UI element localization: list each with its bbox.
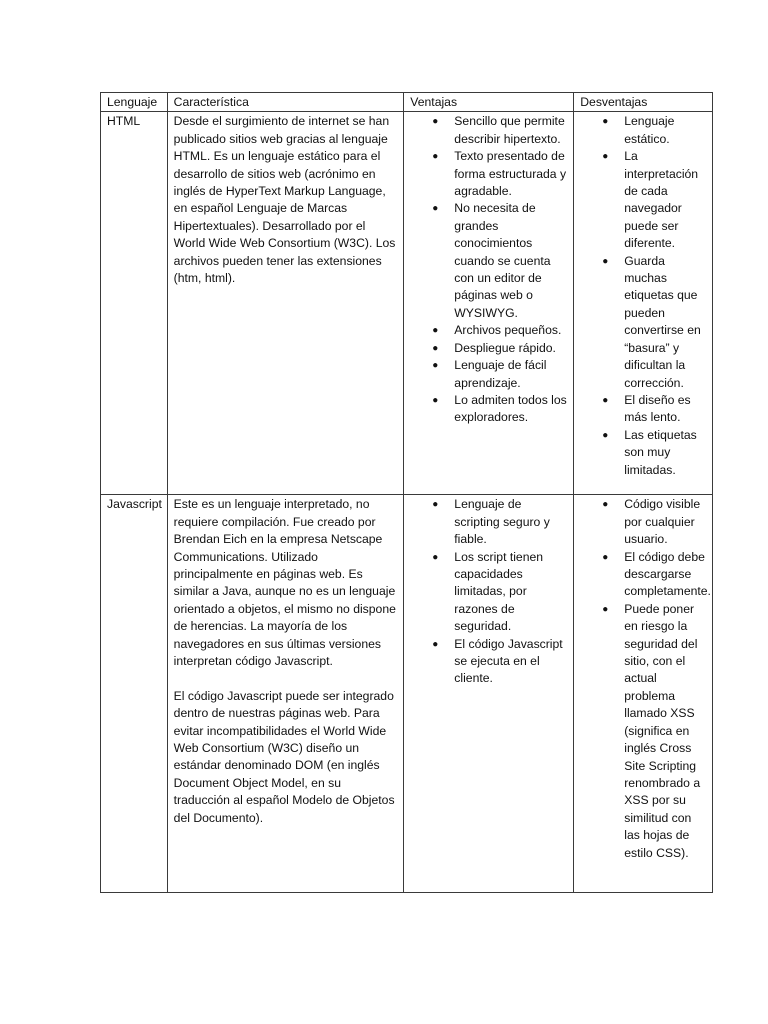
desventaja-item — [580, 496, 707, 548]
table-header — [101, 93, 713, 112]
ventaja-item-text: No necesita de grandes conocimientos cuando se cuenta con un editor de páginas web o WYSIWYG. — [454, 201, 551, 320]
desventaja-item-text: Puede poner en riesgo la seguridad del sitio, con el actual problema llamado XSS (significa en inglés Cross Site Scripting renombrado a XSS por su similitud con las hojas de estilo CSS). — [624, 601, 701, 860]
comparison-table — [100, 92, 713, 893]
cell-lenguaje: HTML — [101, 112, 168, 495]
bullet-icon: ● — [432, 638, 439, 650]
bullet-icon: ● — [432, 360, 439, 372]
desv-list — [580, 113, 707, 479]
header-row — [101, 93, 713, 112]
ventaja-item — [410, 357, 568, 392]
desventaja-item-text: El código debe descargarse completamente. — [624, 549, 711, 599]
desventaja-item-text: Las etiquetas son muy limitadas. — [624, 427, 697, 477]
desventaja-item-text: El diseño es más lento. — [624, 392, 691, 425]
ventaja-item-text: Lenguaje de scripting seguro y fiable. — [454, 497, 550, 547]
cell-caracteristica — [167, 112, 404, 495]
bullet-icon: ● — [432, 394, 439, 406]
header-caracteristica: Característica — [167, 93, 404, 112]
ventaja-item — [410, 113, 568, 148]
ventaja-item-text: Texto presentado de forma estructurada y agradable. — [454, 149, 567, 199]
cell-desventajas — [574, 495, 713, 893]
bullet-icon: ● — [602, 603, 609, 615]
header-ventajas: Ventajas — [404, 93, 574, 112]
bullet-icon: ● — [432, 116, 439, 128]
bullet-icon: ● — [602, 551, 609, 563]
ventaja-item-text: Despliegue rápido. — [454, 340, 556, 355]
header-lenguaje: Lenguaje — [101, 93, 168, 112]
desventaja-item — [580, 549, 711, 601]
desventaja-item-text: Lenguaje estático. — [624, 114, 675, 146]
desv-list — [580, 496, 711, 862]
ventaja-item-text: El código Javascript se ejecuta en el cliente. — [454, 636, 563, 686]
ventaja-item — [410, 549, 568, 636]
cell-desventajas — [574, 112, 713, 495]
ventaja-item-text: Lenguaje de fácil aprendizaje. — [454, 358, 547, 390]
bullet-icon: ● — [432, 203, 439, 215]
bullet-icon: ● — [602, 116, 609, 128]
ventaja-item — [410, 496, 568, 548]
bullet-icon: ● — [602, 255, 609, 267]
bullet-icon: ● — [432, 551, 439, 563]
ventaja-item — [410, 148, 568, 200]
caracteristica-paragraph: Desde el surgimiento de internet se han publicado sitios web gracias al lenguaje HTML. Es un lenguaje estático para el desarrollo de sitios web (acrónimo en inglés de HyperText Markup Language, en español Lenguaje de Marcas Hipertextuales). Desarrollado por el World Wide Web Consortium (W3C). Los archivos pueden tener las extensiones (htm, html). — [173, 114, 396, 286]
table-row — [101, 495, 713, 893]
caracteristica-paragraph: El código Javascript puede ser integrado dentro de nuestras páginas web. Para evitar incompatibilidades el World Wide Web Consortium (W3C) diseño un estándar denominado DOM (en inglés Document Object Model, en su traducción al español Modelo de Objetos del Documento). — [173, 688, 395, 825]
bullet-icon: ● — [432, 151, 439, 163]
cell-ventajas — [404, 495, 574, 893]
desventaja-item — [580, 427, 707, 479]
table-row — [101, 112, 713, 495]
cell-ventajas — [404, 112, 574, 495]
ventaja-item — [410, 200, 568, 322]
ventaja-item — [410, 322, 568, 339]
ventaja-item — [410, 392, 568, 427]
ventaja-item — [410, 340, 568, 357]
bullet-icon: ● — [602, 151, 609, 163]
table-body — [101, 112, 713, 893]
desventaja-item — [580, 253, 707, 392]
ventaja-item-text: Lo admiten todos los exploradores. — [454, 392, 567, 425]
header-desventajas: Desventajas — [574, 93, 713, 112]
desventaja-item — [580, 113, 707, 148]
desventaja-item-text: Código visible por cualquier usuario. — [624, 497, 701, 547]
vent-list — [410, 496, 568, 687]
desventaja-item — [580, 148, 707, 252]
bullet-icon: ● — [602, 429, 609, 441]
ventaja-item — [410, 636, 568, 688]
desventaja-item-text: La interpretación de cada navegador puede ser diferente. — [624, 149, 699, 251]
ventaja-item-text: Los script tienen capacidades limitadas, por razones de seguridad. — [454, 549, 544, 634]
bullet-icon: ● — [432, 342, 439, 354]
bullet-icon: ● — [432, 499, 439, 511]
desventaja-item — [580, 392, 707, 427]
cell-lenguaje: Javascript — [101, 495, 168, 893]
vent-list — [410, 113, 568, 426]
caracteristica-paragraph: Este es un lenguaje interpretado, no requiere compilación. Fue creado por Brendan Eich en la empresa Netscape Communications. Utilizado principalmente en páginas web. Es similar a Java, aunque no es un lenguaje orientado a objetos, el mismo no dispone de herencias. La mayoría de los navegadores en sus últimas versiones interpretan código Javascript. — [173, 497, 396, 669]
bullet-icon: ● — [602, 499, 609, 511]
bullet-icon: ● — [432, 325, 439, 337]
ventaja-item-text: Sencillo que permite describir hipertexto. — [454, 114, 565, 146]
ventaja-item-text: Archivos pequeños. — [454, 323, 562, 338]
cell-caracteristica — [167, 495, 404, 893]
desventaja-item-text: Guarda muchas etiquetas que pueden convertirse en “basura” y dificultan la corrección. — [624, 253, 701, 390]
desventaja-item — [580, 601, 707, 862]
bullet-icon: ● — [602, 394, 609, 406]
